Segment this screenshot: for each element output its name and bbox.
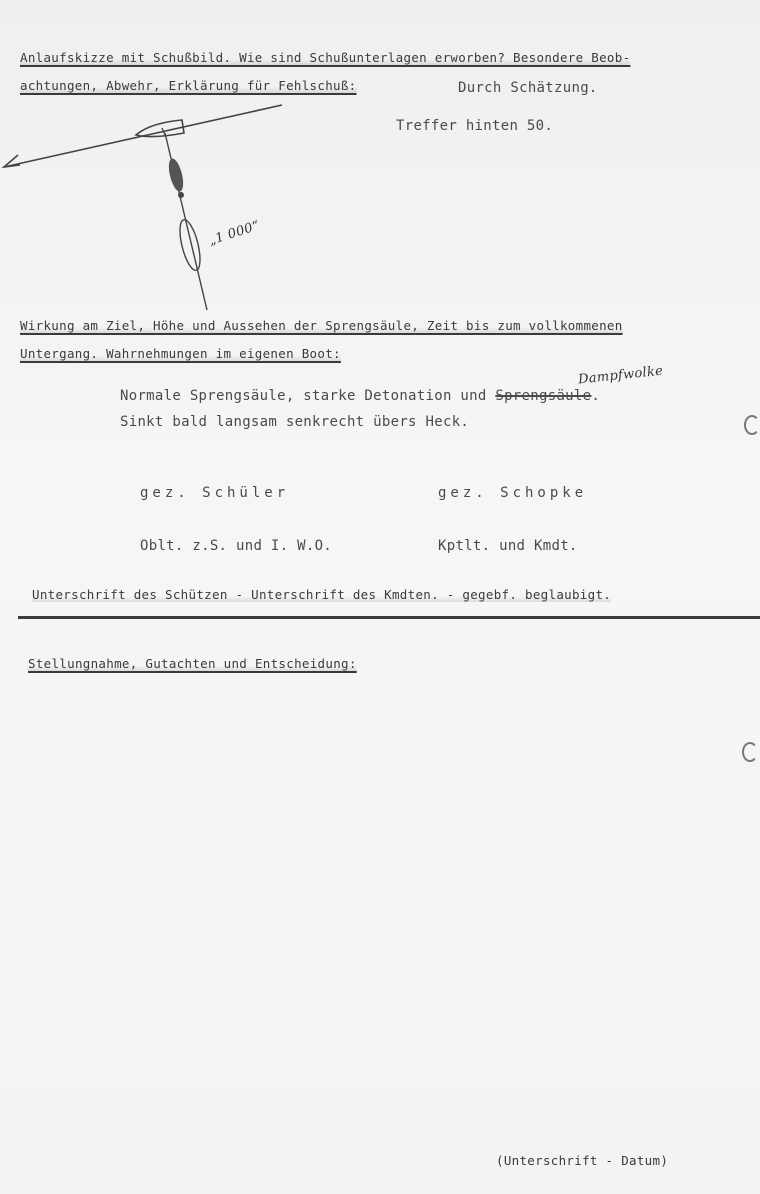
sketch-range-label: „1 000“ (206, 218, 262, 249)
punch-hole-lower (742, 742, 758, 762)
attack-sketch (0, 95, 300, 320)
section1-heading-line2: achtungen, Abwehr, Erklärung für Fehlschuß: (20, 78, 357, 93)
section3-heading: Stellungnahme, Gutachten und Entscheidung: (28, 656, 357, 671)
section1-answer-line1: Durch Schätzung. (458, 80, 598, 96)
struck-word: Sprengsäule (495, 388, 592, 404)
torpedo-shadow-mark (166, 157, 186, 193)
section-divider (18, 616, 760, 619)
section1-heading-line1: Anlaufskizze mit Schußbild. Wie sind Schußunterlagen erworben? Besondere Beob- (20, 50, 631, 65)
section2-text-line1 (120, 388, 600, 404)
signature-right-rank: Kptlt. und Kmdt. (438, 538, 578, 554)
section2-text-line2: Sinkt bald langsam senkrecht übers Heck. (120, 414, 470, 430)
course-arrowhead (4, 155, 20, 167)
signature-date-caption: (Unterschrift - Datum) (496, 1153, 669, 1168)
text-line1-part1: Normale Sprengsäule, starke Detonation und (120, 388, 496, 404)
signature-left-name: gez. Schüler (140, 485, 290, 501)
signature-caption: Unterschrift des Schützen - Unterschrift des Kmdten. - gegebf. beglaubigt. (32, 587, 612, 602)
section2-heading-line1: Wirkung am Ziel, Höhe und Aussehen der Sprengsäule, Zeit bis zum vollkommenen (20, 318, 623, 333)
handwritten-correction: Dampfwolke (577, 363, 664, 388)
section1-answer-line2: Treffer hinten 50. (396, 118, 554, 134)
signature-right-name: gez. Schopke (438, 485, 588, 501)
signature-left-rank: Oblt. z.S. und I. W.O. (140, 538, 333, 554)
text-line1-end: . (591, 388, 601, 404)
punch-hole-upper (744, 415, 760, 435)
torpedo-spread-outline (176, 218, 204, 272)
section2-heading-line2: Untergang. Wahrnehmungen im eigenen Boot: (20, 346, 341, 361)
